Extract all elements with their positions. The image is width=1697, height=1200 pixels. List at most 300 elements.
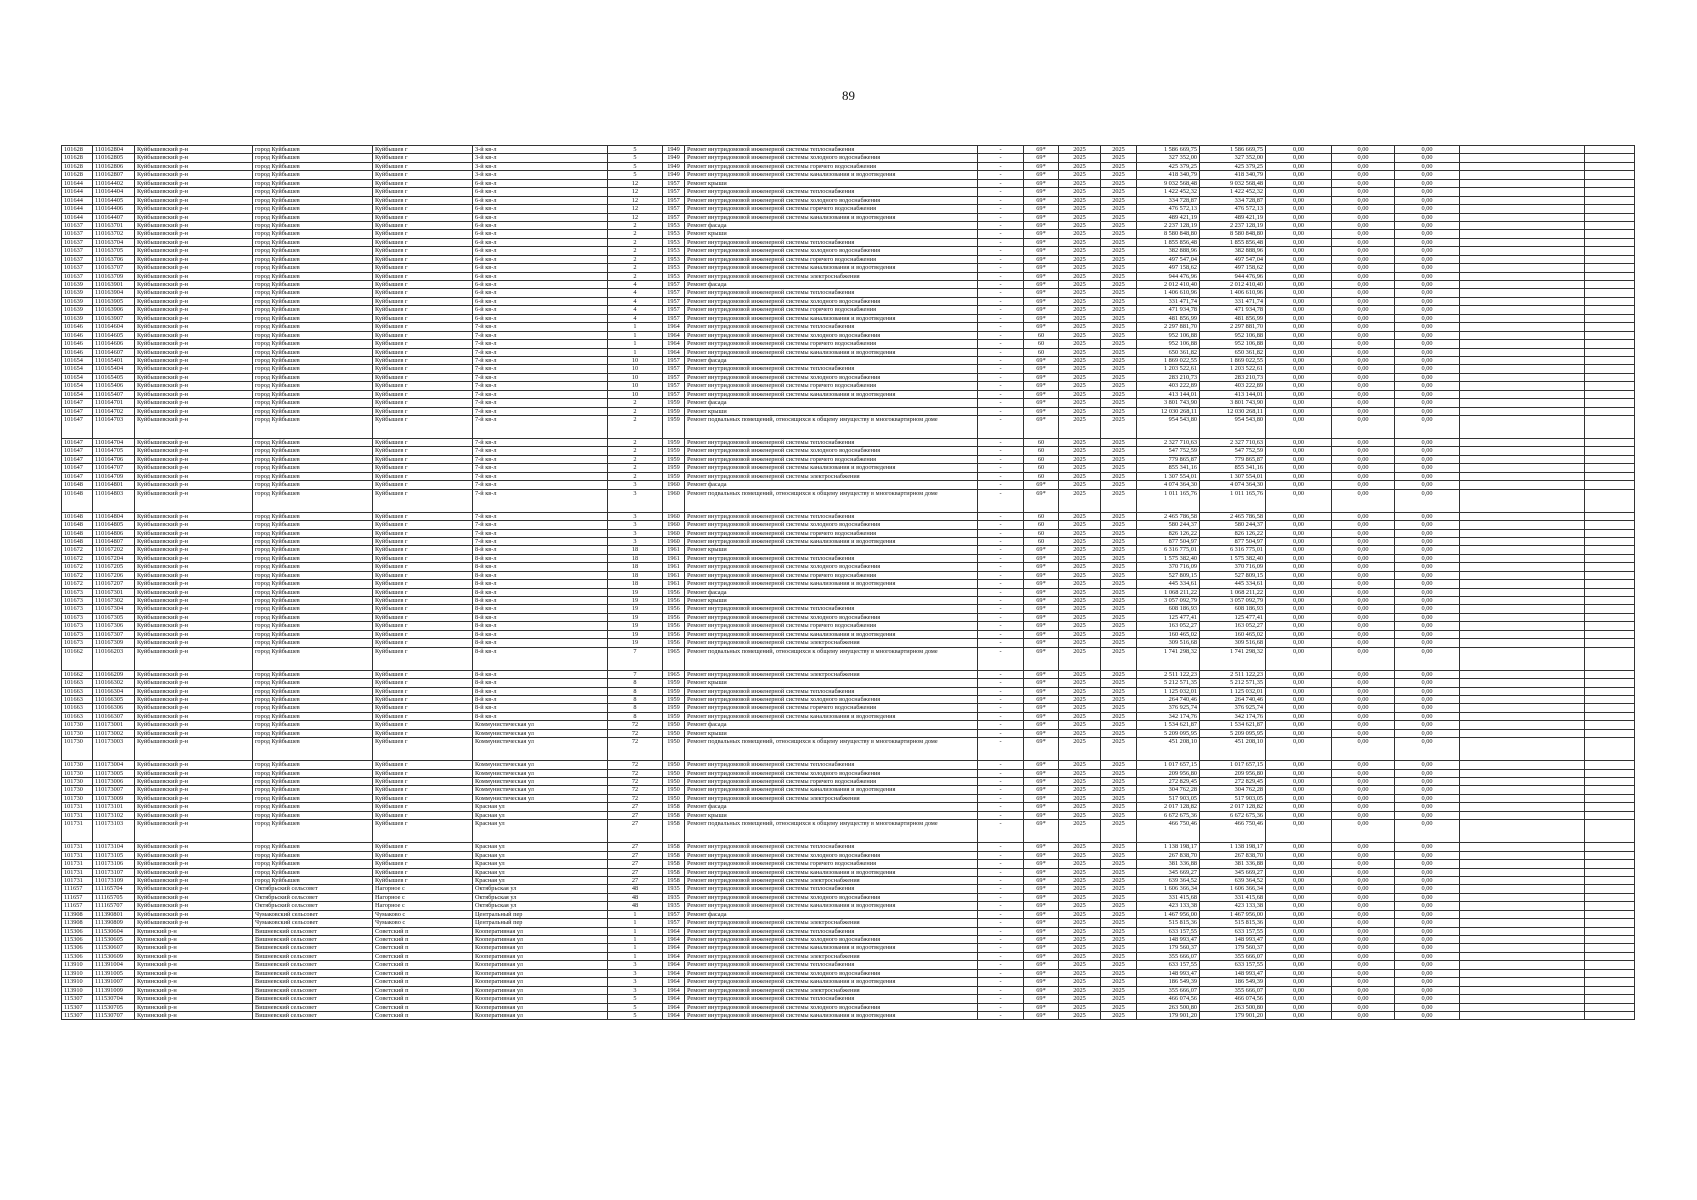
table-cell-settlement: город Куйбышев: [253, 264, 373, 272]
table-cell-year: 1957: [663, 919, 685, 927]
table-cell-cost: 527 809,15: [1137, 571, 1200, 579]
table-cell-locality: Куйбышев г: [373, 860, 473, 868]
table-cell-e2: [1585, 447, 1635, 455]
table-cell-work: Ремонт внутридомовой инженерной системы холодного водоснабжения: [685, 196, 978, 204]
table-cell-cost_total: 331 471,74: [1200, 297, 1266, 305]
table-cell-id: 101644: [62, 188, 93, 196]
table-cell-code: 110166304: [93, 687, 135, 695]
table-cell-s1: 0,00: [1266, 563, 1332, 571]
table-cell-work: Ремонт внутридомовой инженерной системы горячего водоснабжения: [685, 306, 978, 314]
table-cell-plan_to: 2025: [1101, 876, 1137, 884]
table-cell-work: Ремонт внутридомовой инженерной системы канализования и водоотведения: [685, 978, 978, 986]
table-cell-s1: 0,00: [1266, 704, 1332, 712]
table-cell-district: Куйбышевский р-н: [135, 670, 253, 678]
table-cell-district: Куйбышевский р-н: [135, 580, 253, 588]
table-cell-settlement: город Куйбышев: [253, 447, 373, 455]
table-cell-term: 60: [1024, 439, 1059, 447]
table-cell-dash: -: [978, 297, 1024, 305]
table-cell-dash: -: [978, 331, 1024, 339]
table-cell-plan_to: 2025: [1101, 390, 1137, 398]
table-row: [62, 944, 1635, 952]
table-cell-s3: 0,00: [1395, 687, 1460, 695]
table-cell-term: 69*: [1024, 196, 1059, 204]
table-cell-street: 6-й кв-л: [473, 264, 608, 272]
table-cell-dash: -: [978, 927, 1024, 935]
table-cell-plan_from: 2025: [1059, 927, 1101, 935]
table-cell-street: 8-й кв-л: [473, 588, 608, 596]
table-cell-s2: 0,00: [1332, 348, 1395, 356]
table-cell-street: 6-й кв-л: [473, 272, 608, 280]
table-cell-code: 110164703: [93, 416, 135, 439]
table-cell-year: 1953: [663, 272, 685, 280]
table-cell-cost_total: 466 074,56: [1200, 995, 1266, 1003]
table-cell-e2: [1585, 794, 1635, 802]
table-cell-term: 69*: [1024, 927, 1059, 935]
table-cell-term: 69*: [1024, 729, 1059, 737]
table-cell-work: Ремонт внутридомовой инженерной системы канализования и водоотведения: [685, 348, 978, 356]
table-row: [62, 786, 1635, 794]
table-cell-district: Куйбышевский р-н: [135, 605, 253, 613]
table-cell-s1: 0,00: [1266, 761, 1332, 769]
table-cell-dash: -: [978, 529, 1024, 537]
table-cell-year: 1959: [663, 407, 685, 415]
table-cell-house: 19: [608, 597, 663, 605]
table-cell-e2: [1585, 622, 1635, 630]
table-cell-cost_total: 954 543,80: [1200, 416, 1266, 439]
table-cell-e1: [1460, 679, 1585, 687]
table-cell-work: Ремонт внутридомовой инженерной системы холодного водоснабжения: [685, 247, 978, 255]
table-cell-id: 101628: [62, 154, 93, 162]
table-cell-code: 110164605: [93, 331, 135, 339]
table-cell-s1: 0,00: [1266, 712, 1332, 720]
table-cell-plan_from: 2025: [1059, 162, 1101, 170]
table-cell-e1: [1460, 695, 1585, 703]
table-cell-plan_from: 2025: [1059, 281, 1101, 289]
table-cell-plan_from: 2025: [1059, 778, 1101, 786]
table-cell-settlement: город Куйбышев: [253, 464, 373, 472]
table-cell-id: 101730: [62, 786, 93, 794]
table-cell-settlement: город Куйбышев: [253, 529, 373, 537]
table-cell-dash: -: [978, 919, 1024, 927]
table-cell-term: 69*: [1024, 622, 1059, 630]
table-row: [62, 978, 1635, 986]
table-cell-work: Ремонт внутридомовой инженерной системы горячего водоснабжения: [685, 382, 978, 390]
table-cell-street: 7-й кв-л: [473, 382, 608, 390]
table-cell-plan_from: 2025: [1059, 297, 1101, 305]
table-cell-street: Красная ул: [473, 843, 608, 851]
table-cell-term: 69*: [1024, 272, 1059, 280]
table-cell-settlement: Вишневский сельсовет: [253, 1011, 373, 1019]
table-cell-plan_from: 2025: [1059, 729, 1101, 737]
table-cell-term: 69*: [1024, 407, 1059, 415]
table-cell-term: 69*: [1024, 489, 1059, 512]
table-cell-e2: [1585, 407, 1635, 415]
table-cell-e1: [1460, 455, 1585, 463]
table-cell-work: Ремонт крыши: [685, 230, 978, 238]
table-cell-district: Куйбышевский р-н: [135, 639, 253, 647]
table-cell-cost_total: 1 125 032,01: [1200, 687, 1266, 695]
table-cell-cost: 160 465,02: [1137, 630, 1200, 638]
table-cell-plan_from: 2025: [1059, 622, 1101, 630]
table-cell-street: 8-й кв-л: [473, 622, 608, 630]
table-cell-s2: 0,00: [1332, 1003, 1395, 1011]
table-cell-district: Куйбышевский р-н: [135, 162, 253, 170]
table-cell-plan_to: 2025: [1101, 986, 1137, 994]
table-cell-year: 1958: [663, 820, 685, 843]
table-cell-e2: [1585, 512, 1635, 520]
table-cell-e2: [1585, 289, 1635, 297]
table-cell-term: 69*: [1024, 670, 1059, 678]
table-row: [62, 647, 1635, 670]
table-cell-district: Куйбышевский р-н: [135, 546, 253, 554]
table-cell-work: Ремонт внутридомовой инженерной системы теплоснабжения: [685, 554, 978, 562]
table-row: [62, 407, 1635, 415]
table-cell-cost_total: 370 716,09: [1200, 563, 1266, 571]
table-cell-s3: 0,00: [1395, 613, 1460, 621]
table-cell-id: 101673: [62, 630, 93, 638]
table-cell-s3: 0,00: [1395, 264, 1460, 272]
table-cell-code: 110162805: [93, 154, 135, 162]
table-row: [62, 721, 1635, 729]
table-cell-code: 110173101: [93, 803, 135, 811]
table-cell-code: 110163901: [93, 281, 135, 289]
table-cell-plan_from: 2025: [1059, 171, 1101, 179]
table-cell-house: 19: [608, 630, 663, 638]
table-cell-term: 69*: [1024, 1011, 1059, 1019]
table-cell-house: 18: [608, 571, 663, 579]
table-cell-s3: 0,00: [1395, 778, 1460, 786]
table-cell-s1: 0,00: [1266, 537, 1332, 545]
table-cell-plan_from: 2025: [1059, 529, 1101, 537]
table-cell-cost: 2 297 881,70: [1137, 323, 1200, 331]
table-cell-cost: 376 925,74: [1137, 704, 1200, 712]
table-cell-district: Куйбышевский р-н: [135, 464, 253, 472]
table-cell-settlement: город Куйбышев: [253, 712, 373, 720]
table-cell-cost: 639 364,52: [1137, 876, 1200, 884]
table-cell-e2: [1585, 247, 1635, 255]
table-cell-s2: 0,00: [1332, 221, 1395, 229]
table-cell-s2: 0,00: [1332, 297, 1395, 305]
table-cell-street: 8-й кв-л: [473, 597, 608, 605]
table-cell-settlement: город Куйбышев: [253, 597, 373, 605]
table-cell-s3: 0,00: [1395, 281, 1460, 289]
table-cell-plan_to: 2025: [1101, 323, 1137, 331]
table-cell-cost: 381 336,88: [1137, 860, 1200, 868]
table-cell-settlement: город Куйбышев: [253, 670, 373, 678]
table-cell-id: 101637: [62, 264, 93, 272]
table-cell-house: 8: [608, 712, 663, 720]
table-cell-term: 69*: [1024, 721, 1059, 729]
table-cell-plan_to: 2025: [1101, 331, 1137, 339]
table-cell-s2: 0,00: [1332, 447, 1395, 455]
table-cell-street: 7-й кв-л: [473, 521, 608, 529]
table-cell-id: 101628: [62, 171, 93, 179]
table-cell-settlement: город Куйбышев: [253, 382, 373, 390]
table-cell-district: Куйбышевский р-н: [135, 356, 253, 364]
table-cell-term: 69*: [1024, 687, 1059, 695]
table-cell-locality: Куйбышев г: [373, 738, 473, 761]
table-cell-plan_from: 2025: [1059, 455, 1101, 463]
table-cell-settlement: город Куйбышев: [253, 238, 373, 246]
table-cell-year: 1953: [663, 247, 685, 255]
table-cell-s3: 0,00: [1395, 272, 1460, 280]
table-cell-plan_to: 2025: [1101, 340, 1137, 348]
table-cell-plan_to: 2025: [1101, 778, 1137, 786]
table-cell-year: 1958: [663, 811, 685, 819]
table-cell-id: 101646: [62, 323, 93, 331]
table-cell-year: 1957: [663, 306, 685, 314]
table-cell-id: 101637: [62, 255, 93, 263]
table-cell-e2: [1585, 146, 1635, 154]
table-cell-s1: 0,00: [1266, 613, 1332, 621]
table-cell-year: 1950: [663, 786, 685, 794]
table-cell-settlement: город Куйбышев: [253, 162, 373, 170]
table-cell-s3: 0,00: [1395, 910, 1460, 918]
table-cell-district: Куйбышевский р-н: [135, 272, 253, 280]
table-cell-dash: -: [978, 721, 1024, 729]
table-cell-id: 101654: [62, 365, 93, 373]
table-cell-locality: Куйбышев г: [373, 622, 473, 630]
table-cell-cost: 12 030 268,11: [1137, 407, 1200, 415]
table-cell-s2: 0,00: [1332, 247, 1395, 255]
table-cell-settlement: город Куйбышев: [253, 769, 373, 777]
table-cell-dash: -: [978, 399, 1024, 407]
table-cell-street: 7-й кв-л: [473, 489, 608, 512]
table-cell-s2: 0,00: [1332, 196, 1395, 204]
table-cell-e1: [1460, 489, 1585, 512]
table-cell-s2: 0,00: [1332, 622, 1395, 630]
table-cell-plan_from: 2025: [1059, 679, 1101, 687]
table-cell-settlement: город Куйбышев: [253, 247, 373, 255]
table-cell-s3: 0,00: [1395, 230, 1460, 238]
table-cell-cost: 451 208,10: [1137, 738, 1200, 761]
table-cell-district: Купинский р-н: [135, 986, 253, 994]
table-cell-s1: 0,00: [1266, 588, 1332, 596]
table-cell-s3: 0,00: [1395, 893, 1460, 901]
table-cell-settlement: город Куйбышев: [253, 876, 373, 884]
table-cell-cost: 1 017 657,15: [1137, 761, 1200, 769]
table-cell-district: Куйбышевский р-н: [135, 188, 253, 196]
table-cell-dash: -: [978, 512, 1024, 520]
table-cell-plan_from: 2025: [1059, 323, 1101, 331]
table-cell-code: 110167306: [93, 622, 135, 630]
table-cell-plan_to: 2025: [1101, 630, 1137, 638]
table-row: [62, 416, 1635, 439]
table-cell-s1: 0,00: [1266, 803, 1332, 811]
table-cell-dash: -: [978, 588, 1024, 596]
table-cell-dash: -: [978, 563, 1024, 571]
table-cell-settlement: город Куйбышев: [253, 255, 373, 263]
table-row: [62, 952, 1635, 960]
table-cell-cost_total: 639 364,52: [1200, 876, 1266, 884]
table-cell-s2: 0,00: [1332, 481, 1395, 489]
table-cell-code: 110164705: [93, 447, 135, 455]
table-cell-street: Коммунистическая ул: [473, 769, 608, 777]
table-cell-cost: 355 666,07: [1137, 986, 1200, 994]
table-cell-cost_total: 2 012 410,40: [1200, 281, 1266, 289]
table-cell-house: 19: [608, 588, 663, 596]
table-cell-house: 12: [608, 188, 663, 196]
table-cell-district: Куйбышевский р-н: [135, 843, 253, 851]
table-cell-plan_from: 2025: [1059, 613, 1101, 621]
table-cell-work: Ремонт внутридомовой инженерной системы электроснабжения: [685, 472, 978, 480]
table-cell-e1: [1460, 481, 1585, 489]
table-cell-work: Ремонт внутридомовой инженерной системы холодного водоснабжения: [685, 936, 978, 944]
table-cell-code: 110163904: [93, 289, 135, 297]
table-cell-s3: 0,00: [1395, 340, 1460, 348]
table-cell-district: Куйбышевский р-н: [135, 455, 253, 463]
table-cell-dash: -: [978, 230, 1024, 238]
table-cell-s2: 0,00: [1332, 811, 1395, 819]
table-cell-e1: [1460, 803, 1585, 811]
repair-register-table: [61, 145, 1635, 1020]
table-cell-cost: 1 467 956,00: [1137, 910, 1200, 918]
table-cell-locality: Куйбышев г: [373, 778, 473, 786]
table-cell-year: 1960: [663, 529, 685, 537]
table-cell-settlement: город Куйбышев: [253, 546, 373, 554]
table-cell-s2: 0,00: [1332, 860, 1395, 868]
table-cell-dash: -: [978, 986, 1024, 994]
table-cell-e2: [1585, 738, 1635, 761]
table-cell-term: 69*: [1024, 356, 1059, 364]
table-cell-e2: [1585, 630, 1635, 638]
table-cell-code: 110166203: [93, 647, 135, 670]
table-cell-house: 3: [608, 961, 663, 969]
table-cell-year: 1956: [663, 613, 685, 621]
table-cell-cost_total: 163 052,27: [1200, 622, 1266, 630]
table-cell-e2: [1585, 902, 1635, 910]
table-cell-locality: Советский п: [373, 1003, 473, 1011]
table-cell-plan_to: 2025: [1101, 537, 1137, 545]
table-cell-id: 113910: [62, 969, 93, 977]
table-cell-house: 1: [608, 952, 663, 960]
table-cell-house: 72: [608, 721, 663, 729]
table-cell-cost: 952 106,88: [1137, 340, 1200, 348]
table-cell-street: 7-й кв-л: [473, 356, 608, 364]
table-cell-s1: 0,00: [1266, 1003, 1332, 1011]
table-cell-e2: [1585, 961, 1635, 969]
table-cell-year: 1959: [663, 416, 685, 439]
table-cell-id: 115307: [62, 995, 93, 1003]
table-cell-e2: [1585, 521, 1635, 529]
table-cell-cost: 1 125 032,01: [1137, 687, 1200, 695]
table-cell-e2: [1585, 455, 1635, 463]
table-cell-district: Куйбышевский р-н: [135, 613, 253, 621]
table-cell-cost_total: 403 222,89: [1200, 382, 1266, 390]
table-cell-year: 1958: [663, 860, 685, 868]
table-cell-street: Октябрьская ул: [473, 893, 608, 901]
table-cell-plan_from: 2025: [1059, 936, 1101, 944]
table-cell-district: Куйбышевский р-н: [135, 255, 253, 263]
table-cell-cost_total: 527 809,15: [1200, 571, 1266, 579]
table-cell-cost_total: 1 422 452,32: [1200, 188, 1266, 196]
table-cell-street: Коммунистическая ул: [473, 721, 608, 729]
table-cell-id: 101646: [62, 340, 93, 348]
table-cell-work: Ремонт внутридомовой инженерной системы канализования и водоотведения: [685, 580, 978, 588]
table-cell-s2: 0,00: [1332, 314, 1395, 322]
table-cell-dash: -: [978, 695, 1024, 703]
table-cell-e2: [1585, 154, 1635, 162]
table-cell-s3: 0,00: [1395, 936, 1460, 944]
table-cell-e2: [1585, 489, 1635, 512]
table-cell-plan_from: 2025: [1059, 489, 1101, 512]
table-cell-plan_from: 2025: [1059, 761, 1101, 769]
table-cell-s3: 0,00: [1395, 554, 1460, 562]
table-cell-term: 69*: [1024, 179, 1059, 187]
table-cell-s2: 0,00: [1332, 272, 1395, 280]
table-cell-s1: 0,00: [1266, 407, 1332, 415]
table-cell-plan_from: 2025: [1059, 794, 1101, 802]
table-cell-plan_to: 2025: [1101, 154, 1137, 162]
table-cell-house: 10: [608, 356, 663, 364]
table-cell-s1: 0,00: [1266, 196, 1332, 204]
table-cell-cost_total: 2 017 128,82: [1200, 803, 1266, 811]
table-cell-term: 69*: [1024, 712, 1059, 720]
table-cell-e2: [1585, 885, 1635, 893]
table-cell-e1: [1460, 670, 1585, 678]
table-cell-street: 7-й кв-л: [473, 512, 608, 520]
table-cell-s2: 0,00: [1332, 695, 1395, 703]
table-cell-cost_total: 580 244,37: [1200, 521, 1266, 529]
table-cell-plan_to: 2025: [1101, 306, 1137, 314]
table-cell-work: Ремонт внутридомовой инженерной системы канализования и водоотведения: [685, 464, 978, 472]
table-cell-plan_from: 2025: [1059, 356, 1101, 364]
table-cell-term: 60: [1024, 512, 1059, 520]
table-cell-e1: [1460, 978, 1585, 986]
table-cell-settlement: город Куйбышев: [253, 221, 373, 229]
table-cell-s3: 0,00: [1395, 255, 1460, 263]
table-cell-s3: 0,00: [1395, 447, 1460, 455]
table-cell-plan_from: 2025: [1059, 630, 1101, 638]
table-cell-house: 12: [608, 179, 663, 187]
table-cell-house: 8: [608, 704, 663, 712]
table-cell-code: 110165406: [93, 382, 135, 390]
table-cell-work: Ремонт фасада: [685, 221, 978, 229]
table-row: [62, 382, 1635, 390]
table-cell-plan_to: 2025: [1101, 281, 1137, 289]
table-cell-term: 69*: [1024, 563, 1059, 571]
table-cell-dash: -: [978, 876, 1024, 884]
table-cell-e2: [1585, 1011, 1635, 1019]
table-cell-dash: -: [978, 416, 1024, 439]
table-cell-plan_to: 2025: [1101, 447, 1137, 455]
table-cell-s1: 0,00: [1266, 314, 1332, 322]
table-cell-s1: 0,00: [1266, 289, 1332, 297]
table-cell-id: 115306: [62, 927, 93, 935]
table-cell-plan_from: 2025: [1059, 306, 1101, 314]
table-cell-locality: Советский п: [373, 944, 473, 952]
table-cell-e1: [1460, 944, 1585, 952]
table-cell-work: Ремонт внутридомовой инженерной системы канализования и водоотведения: [685, 264, 978, 272]
table-cell-work: Ремонт внутридомовой инженерной системы канализования и водоотведения: [685, 712, 978, 720]
table-cell-term: 69*: [1024, 803, 1059, 811]
table-cell-cost_total: 1 575 382,40: [1200, 554, 1266, 562]
table-cell-settlement: Вишневский сельсовет: [253, 936, 373, 944]
table-cell-plan_to: 2025: [1101, 860, 1137, 868]
table-cell-s3: 0,00: [1395, 146, 1460, 154]
table-cell-term: 69*: [1024, 247, 1059, 255]
table-cell-locality: Куйбышев г: [373, 306, 473, 314]
table-cell-settlement: город Куйбышев: [253, 205, 373, 213]
table-cell-term: 69*: [1024, 171, 1059, 179]
table-cell-year: 1949: [663, 146, 685, 154]
table-cell-s3: 0,00: [1395, 472, 1460, 480]
table-cell-term: 69*: [1024, 885, 1059, 893]
table-cell-id: 101644: [62, 213, 93, 221]
table-cell-locality: Куйбышев г: [373, 670, 473, 678]
table-cell-street: 7-й кв-л: [473, 365, 608, 373]
table-cell-settlement: город Куйбышев: [253, 348, 373, 356]
